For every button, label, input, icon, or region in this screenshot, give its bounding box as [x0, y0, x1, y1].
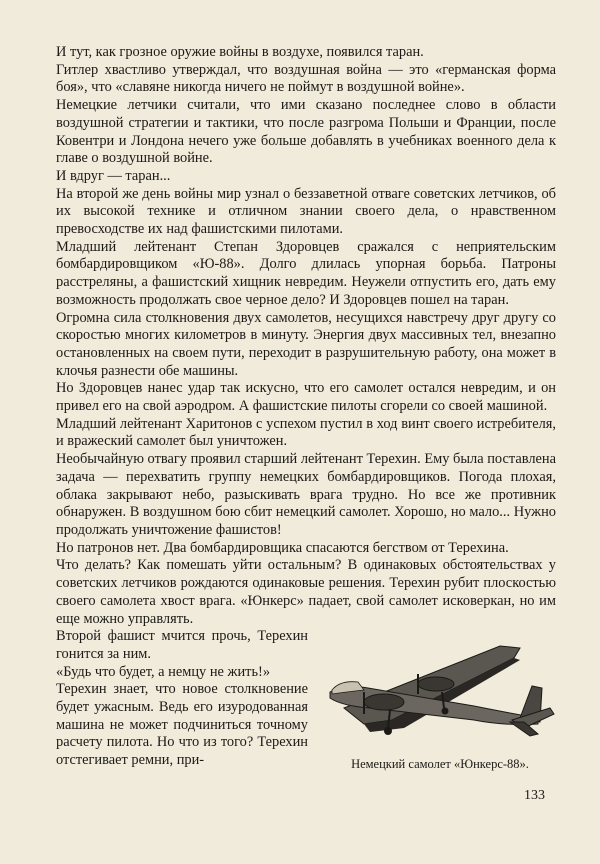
figure-caption: Немецкий самолет «Юнкерс-88».: [351, 757, 529, 772]
page-number: 133: [524, 788, 545, 803]
paragraph: И тут, как грозное оружие войны в воздухе, появился таран.: [56, 44, 424, 60]
text-column-beside-figure: [56, 628, 308, 770]
figure: [324, 638, 556, 774]
body-text: [56, 44, 556, 774]
paragraph: Необычайную отвагу проявил старший лейтенант Терехин. Ему была поставлена задача — перехватить группу немецких бомбардировщиков. Погода плохая, облака закрывают небо, разыскивать врага трудно. Но все же противник обнаружен. В воздушном бою сбит немецкий самолет. Хорошо, но мало... Нужно продолжать уничтожение фашистов!: [56, 451, 556, 538]
paragraph: Но патронов нет. Два бомбардировщика спасаются бегством от Терехина.: [56, 539, 509, 556]
paragraph: Огромна сила столкновения двух самолетов, несущихся навстречу друг другу со скоростью многих километров в минуту. Энергия двух массивных тел, внезапно остановленных на своем пути, переходит в разрушительную работу, она может в клочья разнести обе машины.: [56, 309, 556, 379]
paragraph: Младший лейтенант Степан Здоровцев сражался с неприятельским бомбардировщиком «Ю-88». Долго длилась упорная борьба. Патроны расстреляны, а фашистский хищник невредим. Неужели отпустить его, дать ему возможность продолжать свое черное дело? И Здоровцев пошел на таран.: [56, 238, 556, 308]
paragraph: «Будь что будет, а немцу не жить!»: [56, 663, 271, 680]
paragraph: Второй фашист мчится прочь, Терехин гонится за ним.: [56, 628, 308, 662]
junkers-88-plane-illustration: [324, 638, 556, 750]
paragraph: На второй же день войны мир узнал о беззаветной отваге советских летчиков, об их высокой технике и отличном знании своего дела, о нравственном превосходстве их над фашистскими пилотами.: [56, 185, 556, 238]
paragraph: Гитлер хвастливо утверждал, что воздушная война — это «германская форма боя», что «славяне никогда ничего не поймут в воздушной войне».: [56, 61, 556, 96]
paragraph: И вдруг — таран...: [56, 167, 171, 184]
paragraph: Младший лейтенант Харитонов с успехом пустил в ход винт своего истребителя, и вражеский самолет был уничтожен.: [56, 415, 556, 450]
paragraph: Немецкие летчики считали, что ими сказано последнее слово в области воздушной стратегии и тактики, что после разгрома Польши и Франции, после Ковентри и Лондона нечего уже больше добавлять в учебниках военного дела к главе о воздушной войне.: [56, 97, 556, 167]
paragraph: Что делать? Как помешать уйти остальным? В одинаковых обстоятельствах у советских летчиков рождаются одинаковые решения. Терехин рубит плоскостью своего самолета хвост врага. «Юнкерс» падает, свой самолет исковеркан, но им еще можно управлять.: [56, 557, 556, 627]
paragraph: Но Здоровцев нанес удар так искусно, что его самолет остался невредим, и он привел его на свой аэродром. А фашистские пилоты сгорели со своей машиной.: [56, 380, 556, 415]
paragraph: Терехин знает, что новое столкновение будет ужасным. Ведь его изуродованная машина не может подчиниться точному расчету пилота. Но что из того? Терехин отстегивает ремни, при-: [56, 681, 308, 769]
